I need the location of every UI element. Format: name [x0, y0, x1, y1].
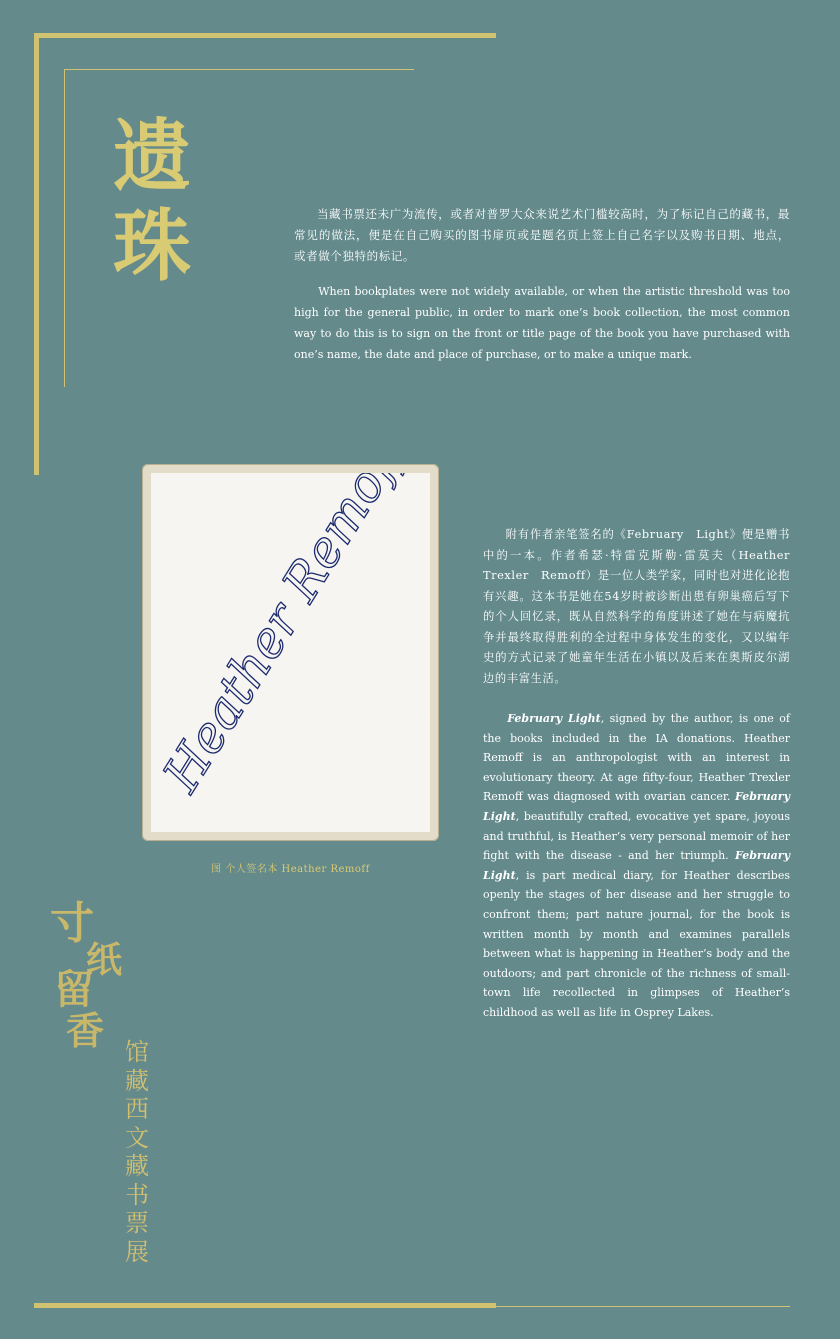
title-char-1: 遗	[112, 111, 191, 202]
handwritten-signature: Heather Remoff	[151, 473, 416, 802]
book-title-2: February Light	[483, 790, 790, 823]
intro-text	[294, 204, 790, 379]
book-title-3: February Light	[483, 849, 790, 882]
exhibition-logo	[46, 900, 156, 1280]
logo-char-4: 香	[66, 1008, 105, 1053]
page-title	[106, 112, 198, 292]
exhibition-name-vertical: 馆藏西文藏书票展	[125, 1038, 149, 1266]
body-text	[483, 525, 802, 1043]
body-en	[483, 709, 790, 1023]
body-en-part-1: , signed by the author, is one of the books included in the IA donations. Heather Remoff is an anthropologist with an interest in evolutionary theory. At age fifty-four, Heather Trexler Remoff was diagnosed with ovarian cancer.	[483, 712, 790, 804]
logo-char-3: 留	[54, 966, 94, 1013]
frame-inner-line-horizontal	[64, 69, 414, 70]
body-zh: 附有作者亲笔签名的《February Light》便是赠书中的一本。作者希瑟·特雷克斯勒·雷莫夫（Heather Trexler Remoff）是一位人类学家，同时也对进化论抱有兴趣。这本书是她在54岁时被诊断出患有卵巢癌后写下的个人回忆录，既从自然科学的角度讲述了她在与病魔抗争并最终取得胜利的全过程中身体发生的变化，又以编年史的方式记录了她童年生活在小镇以及后来在奥斯皮尔湖边的丰富生活。	[483, 528, 802, 685]
logo-char-2: 纸	[86, 939, 123, 981]
frame-bottom-thin-line	[496, 1306, 790, 1307]
frame-bottom-border	[34, 1303, 496, 1308]
signature-photo-frame	[142, 464, 439, 841]
title-char-2: 珠	[112, 201, 191, 292]
body-en-part-3: , is part medical diary, for Heather describes openly the stages of her disease and her struggle to confront them; part nature journal, for the book is written month by month and examines parallels between what is happening in Heather’s body and the outdoors; and part chronicle of the richness of small-town life recollected in glimpses of Heather’s childhood as well as life in Osprey Lakes.	[483, 868, 790, 1019]
frame-top-border	[34, 33, 496, 38]
frame-left-border	[34, 33, 39, 475]
frame-inner-line-vertical	[64, 69, 65, 387]
signature-image	[151, 473, 430, 832]
body-en-part-2: , beautifully crafted, evocative yet spare, joyous and truthful, is Heather’s very personal memoir of her fight with the disease - and her triumph.	[483, 809, 790, 863]
intro-en: When bookplates were not widely available, or when the artistic threshold was too high for the general public, in order to mark one’s book collection, the most common way to do this is to sign on the front or title page of the book you have purchased with one’s name, the date and place of purchase, or to make a unique mark.	[294, 285, 790, 361]
signature-photo	[151, 473, 430, 832]
photo-caption: 图 个人签名本 Heather Remoff	[211, 864, 370, 875]
logo-char-1: 寸	[50, 898, 94, 949]
book-title-1: February Light	[507, 712, 601, 725]
intro-zh: 当藏书票还未广为流传，或者对普罗大众来说艺术门槛较高时，为了标记自己的藏书，最常见的做法，便是在自己购买的图书扉页或是题名页上签上自己名字以及购书日期、地点，或者做个独特的标记。	[294, 207, 790, 263]
